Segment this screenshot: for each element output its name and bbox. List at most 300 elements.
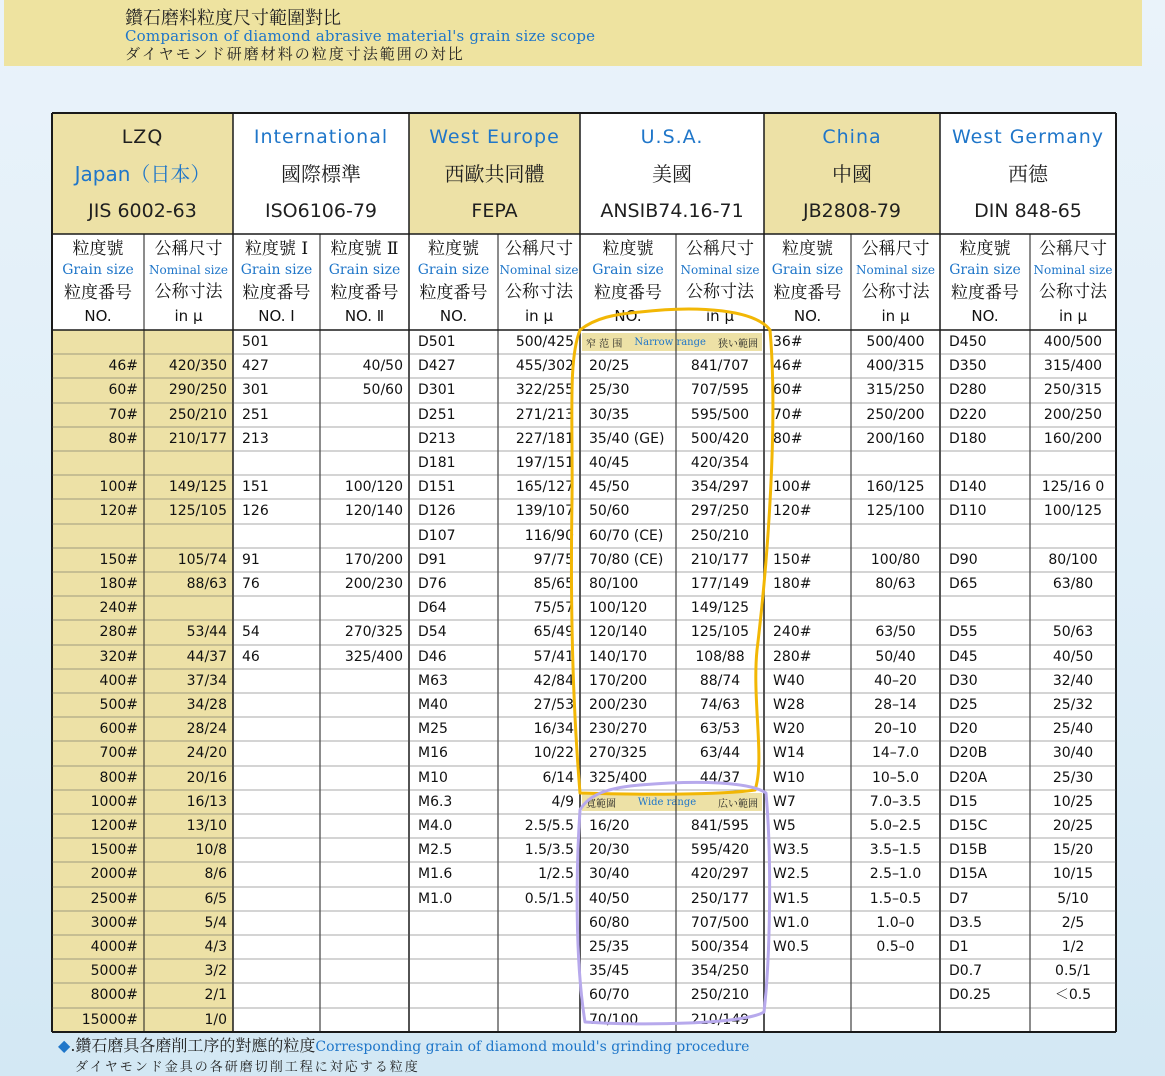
grain-size-cell: 250/210: [690, 528, 750, 544]
grain-size-cell: [233, 524, 320, 548]
grain-size-cell: 165/127: [515, 479, 574, 495]
grain-size-cell: 45/50: [589, 479, 630, 495]
grain-size-cell: 1500#: [90, 842, 138, 858]
grain-size-cell: 315/250: [866, 382, 925, 398]
subheader-cn: 粒度號: [959, 238, 1011, 259]
subheader-jp: 公称寸法: [686, 282, 754, 303]
grain-size-cell: [233, 911, 320, 935]
grain-size-cell: M40: [418, 697, 448, 713]
grain-size-cell: 10/15: [1052, 866, 1094, 882]
grain-size-cell: 35/45: [589, 963, 630, 979]
grain-size-cell: 700#: [99, 745, 138, 761]
grain-size-cell: D54: [418, 624, 447, 640]
standard-name-line: 國際標準: [281, 162, 361, 187]
grain-size-cell: D45: [949, 649, 978, 665]
standard-name-line: West Europe: [429, 125, 560, 148]
grain-size-cell: [320, 862, 409, 886]
grain-size-cell: 70#: [773, 407, 803, 423]
grain-size-cell: 1.5–0.5: [869, 891, 922, 907]
grain-size-cell: D3.5: [949, 915, 983, 931]
subheader-cn: 粒度號 Ⅰ: [244, 238, 309, 259]
grain-size-cell: [320, 887, 409, 911]
column-subheader-8: [764, 234, 851, 330]
grain-size-cell: 85/65: [533, 576, 574, 592]
grain-size-cell: [851, 596, 940, 620]
grain-size-cell: 15/20: [1052, 842, 1094, 858]
grain-size-cell: W2.5: [773, 866, 810, 882]
subheader-unit: in μ: [174, 306, 203, 325]
grain-size-cell: D110: [949, 503, 987, 519]
footer-caption: [58, 1033, 749, 1056]
grain-size-cell: [764, 451, 851, 475]
grain-size-cell: W28: [773, 697, 805, 713]
grain-size-cell: [233, 983, 320, 1007]
grain-size-cell: M1.6: [418, 866, 453, 882]
grain-size-cell: 501: [242, 334, 269, 350]
subheader-jp: 粒度番号: [64, 283, 132, 303]
grain-size-cell: 20–10: [874, 721, 917, 737]
grain-size-cell: 8000#: [90, 987, 138, 1003]
grain-size-cell: [764, 959, 851, 983]
grain-size-cell: 125/16 0: [1041, 479, 1105, 495]
grain-size-cell: 500/400: [866, 334, 925, 350]
grain-size-cell: [409, 1008, 498, 1032]
grain-size-cell: 70/80 (CE): [589, 552, 664, 568]
grain-size-cell: 125/105: [690, 624, 750, 640]
grain-size-cell: W7: [773, 794, 796, 810]
grain-size-cell: M2.5: [418, 842, 453, 858]
grain-size-cell: 500/354: [690, 939, 750, 955]
grain-size-cell: 105/74: [177, 552, 227, 568]
grain-size-cell: 125/105: [168, 503, 227, 519]
subheader-en: Nominal size: [499, 263, 579, 278]
grain-size-cell: [320, 741, 409, 765]
grain-size-cell: 88/74: [699, 673, 741, 689]
grain-size-cell: 20/25: [589, 358, 630, 374]
grain-size-cell: 213: [242, 431, 269, 447]
grain-size-cell: W0.5: [773, 939, 810, 955]
grain-size-cell: 42/84: [533, 673, 574, 689]
grain-size-cell: 280#: [773, 649, 812, 665]
grain-size-cell: 320#: [99, 649, 138, 665]
grain-size-cell: 2500#: [90, 891, 138, 907]
subheader-en: Grain size: [771, 262, 844, 279]
grain-size-cell: 354/297: [690, 479, 750, 495]
grain-size-cell: 30/40: [589, 866, 630, 882]
grain-size-cell: ＜0.5: [1054, 987, 1092, 1003]
grain-size-cell: 25/35: [589, 939, 630, 955]
grain-size-cell: 251: [242, 407, 269, 423]
grain-size-cell: 34/28: [186, 697, 227, 713]
grain-size-cell: D7: [949, 891, 969, 907]
grain-size-cell: 1/2: [1061, 939, 1085, 955]
subheader-en: Nominal size: [1033, 263, 1113, 278]
grain-size-cell: [233, 814, 320, 838]
grain-size-cell: 100/125: [1043, 503, 1103, 519]
grain-size-cell: 177/149: [690, 576, 750, 592]
wide-range-label: [582, 793, 762, 811]
column-subheader-11: [1030, 234, 1116, 330]
subheader-unit: in μ: [525, 306, 553, 325]
grain-size-cell: 30/35: [589, 407, 630, 423]
standard-name-line: International: [253, 125, 389, 148]
grain-size-cell: 15000#: [81, 1012, 138, 1028]
column-subheader-4: [409, 234, 498, 330]
grain-size-cell: D91: [418, 552, 447, 568]
grain-size-cell: 0.5/1: [1055, 963, 1091, 979]
grain-size-cell: [320, 717, 409, 741]
grain-size-cell: [409, 983, 498, 1007]
standard-code: FEPA: [471, 200, 518, 223]
grain-size-cell: 2.5/5.5: [524, 818, 574, 834]
grain-size-cell: 63/50: [875, 624, 916, 640]
column-subheader-0: [52, 234, 144, 330]
grain-size-cell: 420/350: [168, 358, 227, 374]
grain-size-cell: 150#: [773, 552, 812, 568]
grain-size-cell: 57/41: [533, 649, 574, 665]
grain-size-cell: [233, 862, 320, 886]
grain-size-cell: 315/400: [1043, 358, 1103, 374]
grain-size-cell: 13/10: [186, 818, 227, 834]
grain-size-cell: 149/125: [168, 479, 227, 495]
subheader-unit: NO.: [793, 306, 822, 325]
footer-caption-english: Corresponding grain of diamond mould's grinding procedure: [315, 1039, 750, 1055]
standard-code: DIN 848-65: [974, 200, 1082, 223]
grain-size-cell: 46#: [773, 358, 803, 374]
grain-size-cell: 80#: [108, 431, 138, 447]
grain-size-cell: D151: [418, 479, 456, 495]
column-subheader-6: [580, 234, 676, 330]
grain-size-cell: [320, 790, 409, 814]
column-subheader-10: [940, 234, 1030, 330]
grain-size-cell: 180#: [773, 576, 812, 592]
grain-size-cell: D20B: [949, 745, 988, 761]
grain-size-cell: 60#: [108, 382, 138, 398]
standard-header-5: [940, 113, 1116, 234]
grain-size-cell: M4.0: [418, 818, 453, 834]
grain-size-cell: [233, 766, 320, 790]
subheader-unit: in μ: [1059, 306, 1087, 325]
grain-size-cell: 210/149: [690, 1012, 750, 1028]
grain-size-cell: 35/40 (GE): [589, 431, 665, 447]
grain-size-cell: 24/20: [186, 745, 227, 761]
grain-size-cell: D76: [418, 576, 447, 592]
subheader-en: Grain size: [417, 262, 490, 279]
wide-range-label-jp: 広い範囲: [718, 798, 758, 810]
grain-size-cell: 120#: [773, 503, 812, 519]
grain-size-cell: 88/63: [186, 576, 227, 592]
grain-size-cell: M1.0: [418, 891, 453, 907]
standard-header-3: [580, 113, 764, 234]
grain-size-cell: 140/170: [589, 649, 648, 665]
grain-size-cell: 46: [242, 649, 260, 665]
grain-size-cell: 126: [242, 503, 269, 519]
grain-size-cell: 14–7.0: [871, 745, 920, 761]
grain-size-cell: 4/9: [551, 794, 574, 810]
grain-size-cell: 707/500: [690, 915, 750, 931]
grain-size-cell: 250/210: [690, 987, 750, 1003]
subheader-jp: 公称寸法: [861, 282, 930, 303]
grain-size-cell: [320, 330, 409, 354]
grain-size-cell: 20/25: [1052, 818, 1094, 834]
grain-size-cell: D65: [949, 576, 978, 592]
grain-size-cell: 1000#: [90, 794, 138, 810]
grain-size-cell: 25/32: [1052, 697, 1094, 713]
grain-size-cell: W40: [773, 673, 805, 689]
grain-size-cell: 301: [242, 382, 269, 398]
grain-size-cell: 60/70: [589, 987, 630, 1003]
grain-size-cell: 54: [242, 624, 260, 640]
grain-size-cell: [851, 524, 940, 548]
subheader-unit: in μ: [881, 306, 910, 325]
grain-size-cell: D220: [949, 407, 987, 423]
grain-size-cell: [320, 669, 409, 693]
grain-size-cell: 40/45: [589, 455, 630, 471]
grain-size-cell: 420/297: [690, 866, 750, 882]
grain-size-cell: D15A: [949, 866, 988, 882]
grain-size-cell: 10–5.0: [871, 770, 920, 786]
subheader-en: Grain size: [62, 262, 134, 279]
diamond-bullet-icon: ◆: [58, 1036, 71, 1055]
grain-size-cell: 40/50: [362, 358, 403, 374]
grain-size-cell: 250/200: [866, 407, 925, 423]
subheader-cn: 粒度號 Ⅱ: [330, 238, 399, 259]
grain-size-cell: [940, 451, 1030, 475]
grain-size-cell: 80/63: [875, 576, 916, 592]
grain-size-cell: [498, 911, 580, 935]
column-subheader-1: [144, 234, 233, 330]
grain-size-cell: W5: [773, 818, 796, 834]
grain-size-cell: 2/5: [1061, 915, 1085, 931]
grain-size-cell: 50/60: [589, 503, 630, 519]
grain-size-cell: 200/230: [344, 576, 403, 592]
grain-size-cell: 100#: [99, 479, 138, 495]
grain-size-cell: D20: [949, 721, 978, 737]
grain-size-cell: 120/140: [344, 503, 403, 519]
grain-size-cell: 36#: [773, 334, 803, 350]
grain-size-cell: 841/595: [690, 818, 750, 834]
grain-size-cell: W20: [773, 721, 805, 737]
grain-size-cell: 63/44: [699, 745, 741, 761]
grain-size-cell: [233, 935, 320, 959]
grain-size-cell: 40/50: [589, 891, 630, 907]
grain-size-cell: 5.0–2.5: [869, 818, 922, 834]
subheader-en: Grain size: [949, 262, 1021, 279]
grain-size-cell: 427: [242, 358, 269, 374]
title-chinese: 鑽石磨料粒度尺寸範圍對比: [125, 8, 341, 29]
grain-size-cell: 139/107: [515, 503, 574, 519]
grain-size-cell: [320, 766, 409, 790]
subheader-unit: in μ: [706, 306, 734, 325]
grain-size-cell: 400/315: [866, 358, 925, 374]
grain-size-cell: 2.5–1.0: [869, 866, 922, 882]
grain-size-cell: W14: [773, 745, 805, 761]
subheader-en: Grain size: [240, 262, 313, 279]
grain-size-cell: [233, 741, 320, 765]
grain-size-cell: 40–20: [874, 673, 917, 689]
column-subheader-9: [851, 234, 940, 330]
grain-size-cell: D301: [418, 382, 456, 398]
grain-size-cell: 1/0: [204, 1012, 227, 1028]
grain-size-cell: D30: [949, 673, 978, 689]
grain-size-cell: 1200#: [90, 818, 138, 834]
grain-size-cell: 5/10: [1057, 891, 1089, 907]
grain-size-cell: [764, 524, 851, 548]
grain-size-cell: [1030, 524, 1116, 548]
grain-size-cell: 400#: [99, 673, 138, 689]
grain-size-cell: 53/44: [186, 624, 227, 640]
grain-size-cell: 50/60: [362, 382, 403, 398]
grain-size-cell: [233, 790, 320, 814]
column-subheader-3: [320, 234, 409, 330]
grain-size-cell: 180#: [99, 576, 138, 592]
subheader-cn: 公稱尺寸: [686, 238, 754, 259]
grain-size-cell: [320, 403, 409, 427]
grain-size-cell: [233, 1008, 320, 1032]
grain-size-cell: [233, 451, 320, 475]
grain-size-cell: 455/302: [515, 358, 574, 374]
grain-size-cell: 16/20: [589, 818, 630, 834]
grain-size-cell: 46#: [108, 358, 138, 374]
grain-size-cell: 100/80: [870, 552, 921, 568]
standard-name-line: 西歐共同體: [444, 162, 545, 187]
grain-size-cell: [851, 983, 940, 1007]
grain-size-cell: [498, 935, 580, 959]
grain-size-cell: D107: [418, 528, 456, 544]
grain-size-cell: 160/125: [866, 479, 925, 495]
grain-size-cell: [144, 451, 233, 475]
narrow-range-label-jp: 狭い範囲: [718, 338, 758, 350]
standard-code: JB2808-79: [802, 200, 902, 223]
grain-size-cell: 420/354: [690, 455, 750, 471]
grain-size-cell: 160/200: [1043, 431, 1103, 447]
grain-size-cell: [320, 427, 409, 451]
grain-size-cell: 70#: [108, 407, 138, 423]
standard-name-line: West Germany: [951, 125, 1105, 148]
standard-name-line: 美國: [652, 162, 692, 187]
subheader-cn: 粒度號: [782, 238, 833, 259]
grain-size-cell: D140: [949, 479, 987, 495]
grain-size-cell: 250/315: [1043, 382, 1103, 398]
grain-size-cell: 0.5/1.5: [524, 891, 574, 907]
grain-size-cell: 3/2: [204, 963, 227, 979]
grain-size-cell: D181: [418, 455, 456, 471]
grain-size-cell: 28–14: [874, 697, 917, 713]
grain-size-cell: D350: [949, 358, 987, 374]
grain-size-cell: 197/151: [515, 455, 574, 471]
grain-size-cell: 120/140: [589, 624, 648, 640]
grain-size-cell: [409, 959, 498, 983]
standard-header-2: [409, 113, 580, 234]
grain-size-cell: 500/420: [690, 431, 750, 447]
grain-size-cell: 80/100: [1048, 552, 1098, 568]
grain-size-cell: 30/40: [1052, 745, 1094, 761]
grain-size-cell: [52, 330, 144, 354]
grain-size-cell: 108/88: [695, 649, 745, 665]
grain-size-cell: [233, 596, 320, 620]
grain-size-cell: 600#: [99, 721, 138, 737]
grain-size-cell: [320, 524, 409, 548]
grain-size-cell: 120#: [99, 503, 138, 519]
wide-range-label-cn: 寬範圍: [586, 798, 616, 810]
grain-size-cell: 240#: [773, 624, 812, 640]
grain-size-cell: 75/57: [533, 600, 574, 616]
grain-size-cell: D180: [949, 431, 987, 447]
grain-size-cell: 25/30: [1052, 770, 1094, 786]
grain-size-cell: [320, 1008, 409, 1032]
grain-size-cell: 27/53: [533, 697, 574, 713]
grain-size-cell: 80/100: [589, 576, 639, 592]
footer-caption-chinese: .鑽石磨具各磨削工序的對應的粒度: [70, 1036, 316, 1055]
grain-size-cell: [764, 1008, 851, 1032]
grain-size-cell: 270/325: [589, 745, 648, 761]
grain-size-cell: [233, 838, 320, 862]
grain-size-cell: [851, 1008, 940, 1032]
grain-size-cell: 20/16: [186, 770, 227, 786]
title-japanese: ダイヤモンド研磨材料の粒度寸法範囲の対比: [125, 45, 465, 63]
grain-size-cell: 151: [242, 479, 269, 495]
standard-header-0: [52, 113, 233, 234]
grain-size-cell: [498, 983, 580, 1007]
grain-size-cell: 40/50: [1052, 649, 1094, 665]
grain-size-cell: [764, 983, 851, 1007]
grain-size-cell: W10: [773, 770, 805, 786]
grain-size-cell: [320, 596, 409, 620]
subheader-cn: 公稱尺寸: [861, 238, 930, 259]
grain-size-cell: 16/13: [186, 794, 227, 810]
subheader-jp: 公称寸法: [154, 282, 223, 303]
grain-size-cell: [764, 596, 851, 620]
subheader-unit: NO.: [614, 306, 642, 325]
grain-size-cell: [320, 451, 409, 475]
grain-size-cell: [1030, 451, 1116, 475]
grain-size-cell: [320, 814, 409, 838]
grain-size-cell: 210/177: [168, 431, 227, 447]
grain-size-cell: 5000#: [90, 963, 138, 979]
grain-size-cell: 6/14: [542, 770, 574, 786]
subheader-en: Nominal size: [149, 263, 228, 278]
subheader-unit: NO.: [971, 306, 999, 325]
grain-size-cell: 1/2.5: [538, 866, 574, 882]
grain-size-cell: 1.5/3.5: [524, 842, 574, 858]
grain-size-cell: 50/63: [1052, 624, 1094, 640]
grain-size-cell: D501: [418, 334, 456, 350]
grain-size-cell: 280#: [99, 624, 138, 640]
subheader-unit: NO.: [439, 306, 468, 325]
grain-size-cell: 5/4: [204, 915, 227, 931]
grain-size-cell: [320, 911, 409, 935]
grain-size-cell: [409, 911, 498, 935]
grain-size-cell: 2/1: [204, 987, 227, 1003]
grain-size-cell: 200/230: [589, 697, 648, 713]
grain-size-cell: 80#: [773, 431, 803, 447]
grain-size-cell: 70/100: [589, 1012, 639, 1028]
grain-size-cell: 1.0–0: [876, 915, 915, 931]
subheader-unit: NO. Ⅰ: [258, 306, 295, 325]
grain-size-cell: [233, 959, 320, 983]
grain-size-cell: [320, 935, 409, 959]
grain-size-cell: 116/90: [524, 528, 574, 544]
grain-size-cell: D427: [418, 358, 456, 374]
grain-size-cell: D15: [949, 794, 978, 810]
subheader-jp: 粒度番号: [951, 283, 1019, 303]
grain-size-cell: M6.3: [418, 794, 453, 810]
grain-size-cell: 25/40: [1052, 721, 1094, 737]
grain-size-cell: 100#: [773, 479, 812, 495]
footer-caption-japanese: ダイヤモンド金具の各研磨切削工程に対応する粒度: [75, 1060, 420, 1075]
grain-size-cell: 3000#: [90, 915, 138, 931]
grain-size-cell: 325/400: [344, 649, 403, 665]
